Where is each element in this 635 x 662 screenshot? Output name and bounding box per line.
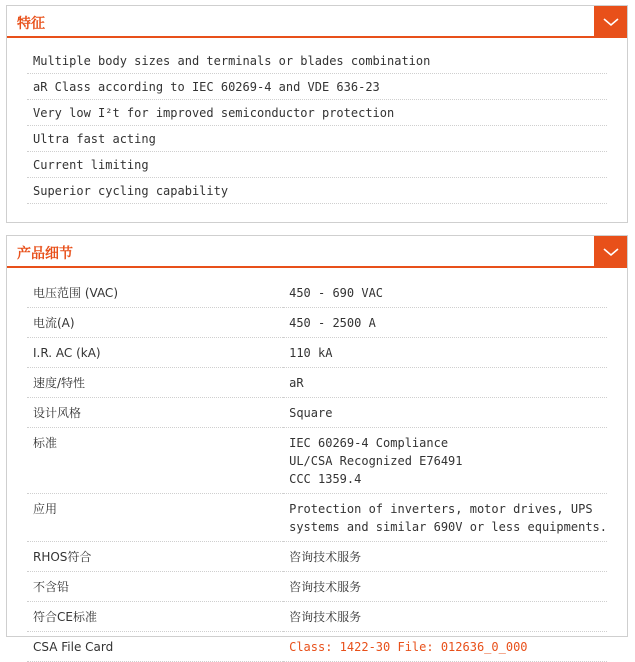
spec-value-line: 450 - 690 VAC bbox=[289, 286, 384, 300]
feature-item: Superior cycling capability bbox=[27, 178, 607, 204]
chevron-down-icon bbox=[602, 246, 620, 258]
feature-item: Very low I²t for improved semiconductor protection bbox=[27, 100, 607, 126]
spec-key: 应用 bbox=[33, 502, 58, 516]
feature-item: Multiple body sizes and terminals or blades combination bbox=[27, 48, 607, 74]
spec-value-line: aR bbox=[289, 376, 304, 390]
spec-row bbox=[27, 572, 607, 602]
feature-item: Ultra fast acting bbox=[27, 126, 607, 152]
spec-key: 速度/特性 bbox=[33, 376, 86, 390]
spec-value-line: 咨询技术服务 bbox=[289, 550, 362, 564]
spec-value bbox=[283, 494, 607, 542]
feature-item: Current limiting bbox=[27, 152, 607, 178]
csa-file-card-link[interactable]: Class: 1422-30 File: 012636_0_000 bbox=[289, 640, 528, 654]
spec-row bbox=[27, 542, 607, 572]
features-panel bbox=[6, 5, 628, 223]
spec-value bbox=[283, 542, 607, 572]
spec-key: CSA File Card bbox=[33, 640, 114, 654]
spec-value-line: IEC 60269-4 Compliance bbox=[289, 436, 449, 450]
spec-row bbox=[27, 602, 607, 632]
spec-row bbox=[27, 428, 607, 494]
spec-value-line: 450 - 2500 A bbox=[289, 316, 376, 330]
spec-value-line: systems and similar 690V or less equipments. bbox=[289, 520, 607, 534]
spec-value-line: 咨询技术服务 bbox=[289, 610, 362, 624]
spec-value-line: 110 kA bbox=[289, 346, 333, 360]
features-panel-header[interactable] bbox=[7, 6, 627, 38]
spec-table bbox=[27, 278, 607, 662]
spec-value bbox=[283, 572, 607, 602]
spec-key: 符合CE标准 bbox=[33, 610, 97, 624]
spec-value bbox=[283, 278, 607, 308]
spec-row bbox=[27, 278, 607, 308]
details-collapse-toggle[interactable] bbox=[594, 236, 627, 268]
spec-value-line: CCC 1359.4 bbox=[289, 472, 362, 486]
spec-key: 标准 bbox=[33, 436, 58, 450]
spec-value bbox=[283, 338, 607, 368]
spec-key: I.R. AC (kA) bbox=[33, 346, 101, 360]
spec-row bbox=[27, 308, 607, 338]
spec-value-line: UL/CSA Recognized E76491 bbox=[289, 454, 463, 468]
spec-value bbox=[283, 632, 607, 662]
spec-row bbox=[27, 368, 607, 398]
spec-row bbox=[27, 632, 607, 662]
spec-row bbox=[27, 494, 607, 542]
spec-value bbox=[283, 308, 607, 338]
spec-row bbox=[27, 338, 607, 368]
features-list bbox=[27, 48, 607, 204]
spec-key: 设计风格 bbox=[33, 406, 82, 420]
spec-value-line: Square bbox=[289, 406, 333, 420]
spec-key: RHOS符合 bbox=[33, 550, 92, 564]
spec-row bbox=[27, 398, 607, 428]
spec-value bbox=[283, 368, 607, 398]
spec-value-line: 咨询技术服务 bbox=[289, 580, 362, 594]
spec-value-line: Protection of inverters, motor drives, UPS bbox=[289, 502, 593, 516]
chevron-down-icon bbox=[602, 16, 620, 28]
details-panel-header[interactable] bbox=[7, 236, 627, 268]
feature-item: aR Class according to IEC 60269-4 and VDE 636-23 bbox=[27, 74, 607, 100]
spec-key: 电流(A) bbox=[33, 316, 75, 330]
spec-key: 不含铅 bbox=[33, 580, 70, 594]
details-title: 产品细节 bbox=[17, 246, 73, 262]
details-panel bbox=[6, 235, 628, 654]
spec-value bbox=[283, 398, 607, 428]
features-title: 特征 bbox=[17, 16, 45, 32]
spec-value bbox=[283, 428, 607, 494]
spec-key: 电压范围 (VAC) bbox=[33, 286, 118, 300]
features-collapse-toggle[interactable] bbox=[594, 6, 627, 38]
spec-value bbox=[283, 602, 607, 632]
